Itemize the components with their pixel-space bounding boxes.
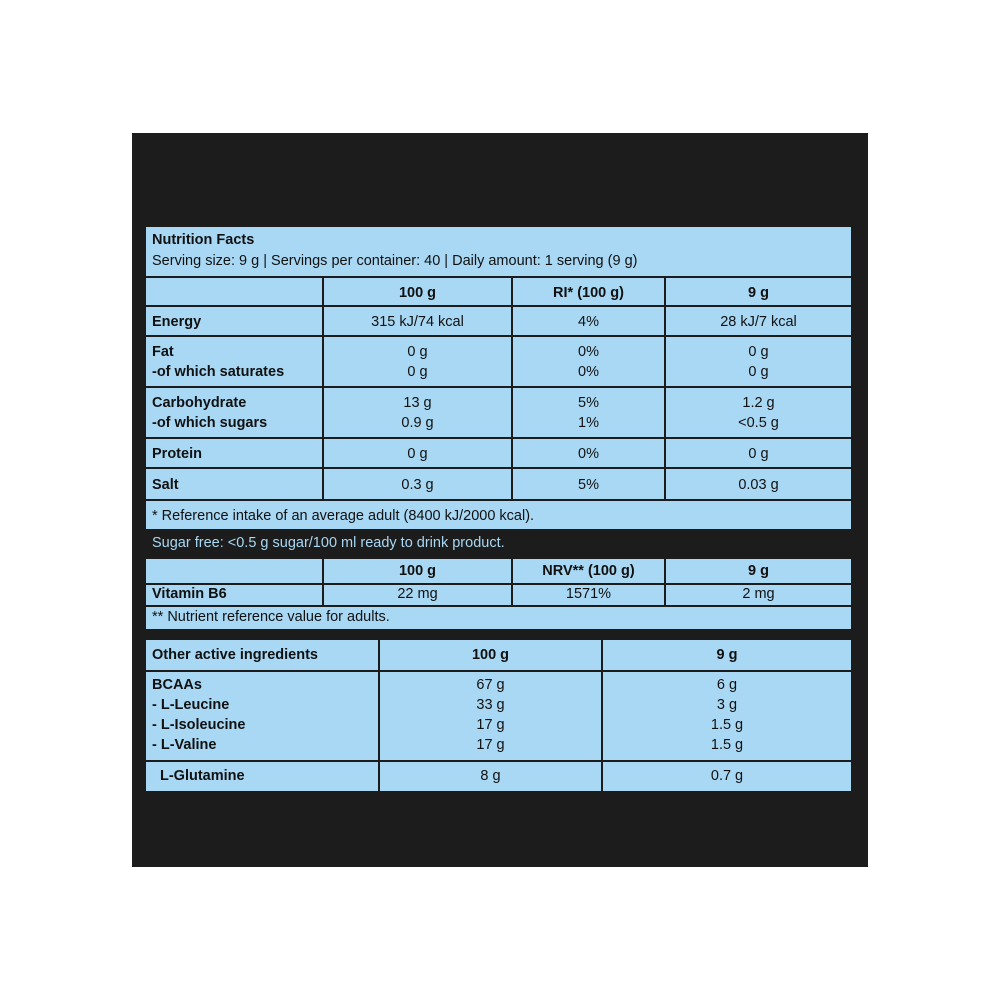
cell-value: 17 g [476, 737, 505, 753]
cell-value: 0.3 g [401, 477, 434, 493]
cell-value: 315 kJ/74 kcal [371, 314, 464, 330]
row-label-protein: Protein [152, 446, 202, 462]
cell-value: 0 g [748, 364, 769, 380]
cell-value: 5% [578, 477, 599, 493]
cell-value: 0% [578, 446, 599, 462]
cell-value: 22 mg [397, 586, 438, 602]
cell-value: 1% [578, 415, 599, 431]
cell-value: 1.5 g [710, 717, 744, 733]
active-header-9g: 9 g [716, 647, 738, 663]
row-label-carbohydrate: Carbohydrate [152, 395, 247, 411]
cell-value: 1571% [565, 586, 612, 602]
cell-value: 28 kJ/7 kcal [720, 314, 797, 330]
row-label-leucine: - L-Leucine [152, 697, 230, 713]
cell-value: 1.2 g [742, 395, 775, 411]
active-header-100g: 100 g [471, 647, 510, 663]
cell-value: 0.03 g [738, 477, 779, 493]
row-label-isoleucine: - L-Isoleucine [152, 717, 246, 733]
cell-value: 6 g [716, 677, 738, 693]
cell-value: 5% [578, 395, 599, 411]
cell-value: 0.9 g [401, 415, 434, 431]
nutrition-title: Nutrition Facts [152, 232, 255, 248]
cell-value: 0 g [407, 364, 428, 380]
row-label-saturates: -of which saturates [152, 364, 285, 380]
row-label-salt: Salt [152, 477, 179, 493]
cell-value: 0 g [407, 446, 428, 462]
vitamin-table [146, 559, 851, 629]
active-ingredients-table [146, 640, 851, 791]
header-100g: 100 g [398, 285, 437, 301]
cell-value: <0.5 g [738, 415, 779, 431]
nrv-footnote: ** Nutrient reference value for adults. [152, 609, 390, 625]
row-label-bcaas: BCAAs [152, 677, 202, 693]
nutrition-facts-table [146, 227, 851, 529]
cell-value: 0 g [748, 446, 769, 462]
header-9g: 9 g [748, 285, 769, 301]
row-label-vitamin-b6: Vitamin B6 [152, 586, 227, 602]
header-ri: RI* (100 g) [553, 285, 624, 301]
cell-value: 3 g [716, 697, 738, 713]
row-label-fat: Fat [152, 344, 174, 360]
row-label-glutamine: L-Glutamine [160, 768, 245, 784]
cell-value: 1.5 g [710, 737, 744, 753]
row-label-energy: Energy [152, 314, 202, 330]
cell-value: 13 g [403, 395, 432, 411]
serving-info: Serving size: 9 g | Servings per container: 40 | Daily amount: 1 serving (9 g) [152, 253, 638, 269]
vitamin-header-100g: 100 g [398, 563, 437, 579]
cell-value: 0% [578, 364, 599, 380]
vitamin-header-9g: 9 g [748, 563, 769, 579]
vitamin-header-nrv: NRV** (100 g) [542, 563, 635, 579]
cell-value: 4% [578, 314, 599, 330]
cell-value: 8 g [480, 768, 501, 784]
cell-value: 67 g [476, 677, 505, 693]
cell-value: 0 g [407, 344, 428, 360]
cell-value: 0.7 g [710, 768, 744, 784]
cell-value: 2 mg [742, 586, 775, 602]
row-label-sugars: -of which sugars [152, 415, 268, 431]
cell-value: 0% [578, 344, 599, 360]
sugar-free-note: Sugar free: <0.5 g sugar/100 ml ready to drink product. [152, 535, 505, 551]
cell-value: 33 g [476, 697, 505, 713]
ri-footnote: * Reference intake of an average adult (8400 kJ/2000 kcal). [152, 508, 535, 524]
cell-value: 17 g [476, 717, 505, 733]
active-header-label: Other active ingredients [152, 647, 318, 663]
row-label-valine: - L-Valine [152, 737, 217, 753]
cell-value: 0 g [748, 344, 769, 360]
